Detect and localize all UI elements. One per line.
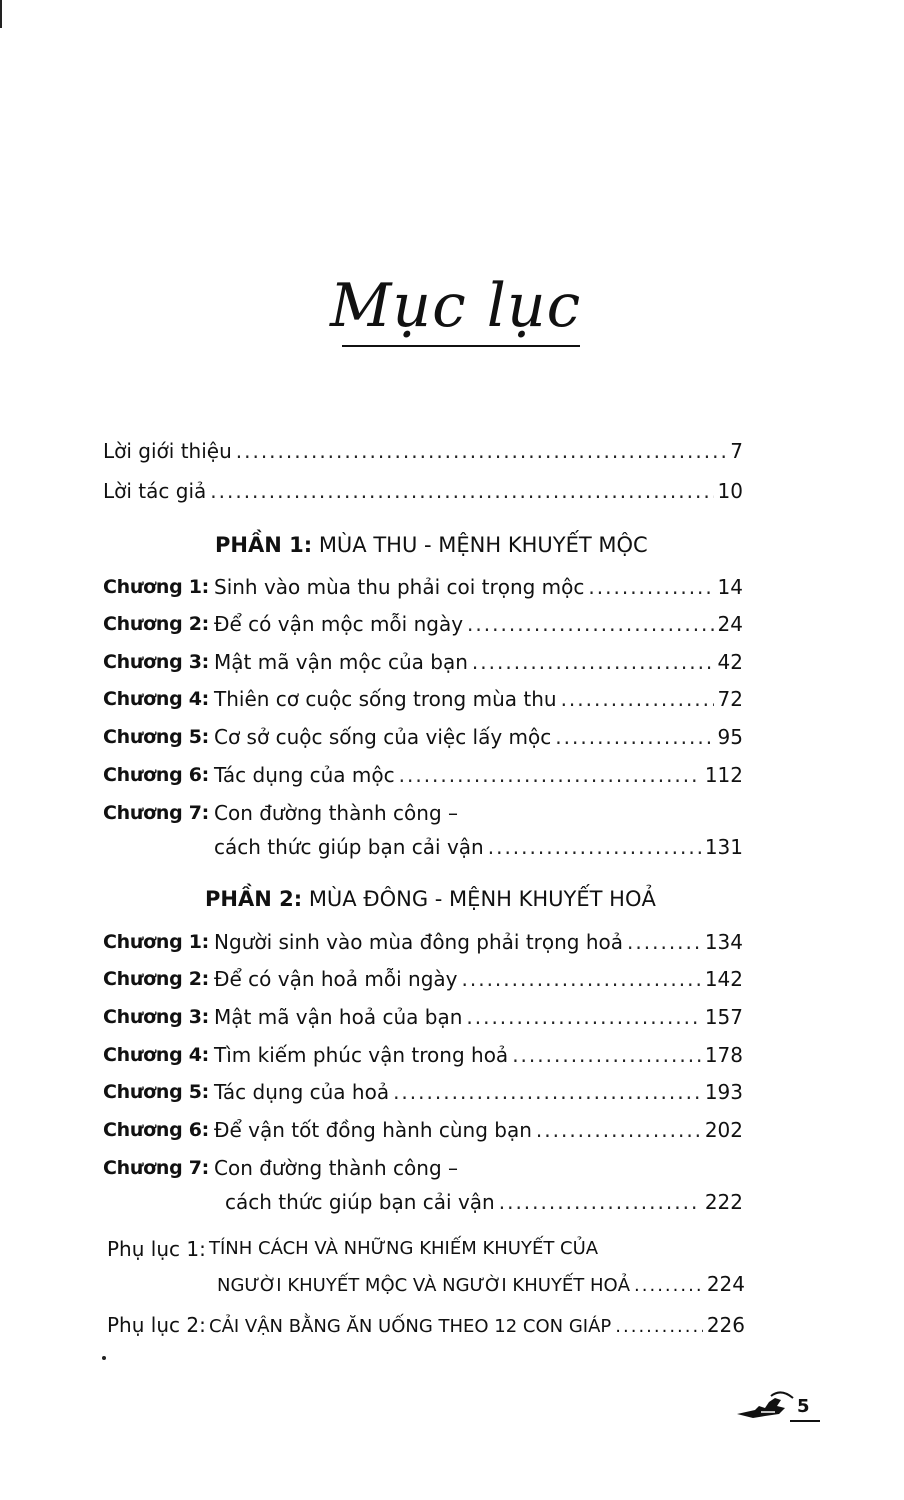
chapter-page: 134 [704,930,743,954]
part-label: PHẦN 1: [215,533,313,557]
chapter-label: Chương 2: [103,968,209,990]
chapter-label: Chương 6: [103,764,209,786]
chapter-page: 112 [704,763,743,787]
toc-title-block [330,268,590,358]
chapter-title: Thiên cơ cuộc sống trong mùa thu [214,687,557,711]
appendix-label: Phụ lục 2: [107,1313,206,1337]
chapter-entry-continued[interactable] [103,1187,743,1217]
chapter-page: 95 [717,725,743,749]
chapter-title: Tác dụng của mộc [214,763,395,787]
stray-mark [102,1356,106,1360]
chapter-entry[interactable] [103,1077,743,1107]
leader-dots [462,964,701,994]
appendix-entry[interactable] [107,1310,745,1340]
chapter-label: Chương 3: [103,1006,209,1028]
chapter-label: Chương 2: [103,613,209,635]
chapter-title: Tác dụng của hoả [214,1080,390,1104]
chapter-label: Chương 4: [103,1044,209,1066]
chapter-page: 72 [717,687,743,711]
leader-dots [555,722,713,752]
chapter-title: Để có vận mộc mỗi ngày [214,612,464,636]
chapter-label: Chương 3: [103,651,209,673]
leader-dots [499,1187,701,1217]
chapter-entry[interactable] [103,964,743,994]
leader-dots [634,1271,703,1301]
ornament-icon [735,1388,795,1424]
chapter-entry[interactable] [103,927,743,957]
chapter-title: Để vận tốt đồng hành cùng bạn [214,1118,532,1142]
chapter-page: 14 [717,575,743,599]
toc-entry-intro[interactable] [103,436,743,466]
chapter-label: Chương 4: [103,688,209,710]
chapter-title-line2: cách thức giúp bạn cải vận [214,835,484,859]
chapter-page: 142 [704,967,743,991]
appendix-title-line2: NGƯỜI KHUYẾT MỘC VÀ NGƯỜI KHUYẾT HOẢ [217,1275,631,1296]
chapter-title: Người sinh vào mùa đông phải trọng hoả [214,930,624,954]
leader-dots [627,927,701,957]
appendix-title: CẢI VẬN BẰNG ĂN UỐNG THEO 12 CON GIÁP [209,1316,612,1337]
chapter-page: 193 [704,1080,743,1104]
chapter-label: Chương 6: [103,1119,209,1141]
leader-dots [467,609,714,639]
chapter-title: Mật mã vận hoả của bạn [214,1005,463,1029]
page-number: 5 [797,1396,810,1417]
chapter-entry[interactable] [103,1040,743,1070]
part-title: MÙA THU - MỆNH KHUYẾT MỘC [318,533,648,557]
chapter-entry[interactable] [103,760,743,790]
chapter-page: 42 [717,650,743,674]
chapter-title: Để có vận hoả mỗi ngày [214,967,458,991]
chapter-entry[interactable] [103,1153,743,1183]
entry-page: 7 [730,439,743,463]
leader-dots [472,647,714,677]
entry-page: 10 [717,479,743,503]
chapter-title: Mật mã vận mộc của bạn [214,650,468,674]
chapter-entry[interactable] [103,684,743,714]
entry-text: Lời tác giả [103,479,207,503]
chapter-title: Con đường thành công – [214,801,459,825]
chapter-entry-continued[interactable] [103,832,743,862]
title-underline [342,345,580,347]
toc-entry-author[interactable] [103,476,743,506]
appendix-entry[interactable] [107,1234,745,1264]
appendix-title: TÍNH CÁCH VÀ NHỮNG KHIẾM KHUYẾT CỦA [209,1238,599,1259]
part-heading [215,528,648,562]
chapter-entry[interactable] [103,798,743,828]
chapter-label: Chương 1: [103,576,209,598]
leader-dots [536,1115,701,1145]
leader-dots [615,1312,703,1342]
chapter-page: 178 [704,1043,743,1067]
leader-dots [210,476,713,506]
leader-dots [393,1077,701,1107]
leader-dots [399,760,701,790]
page-footer [735,1388,825,1428]
chapter-label: Chương 7: [103,1157,209,1179]
appendix-page: 224 [706,1272,745,1296]
chapter-label: Chương 5: [103,726,209,748]
chapter-title: Con đường thành công – [214,1156,459,1180]
chapter-title: Sinh vào mùa thu phải coi trọng mộc [214,575,585,599]
leader-dots [588,572,713,602]
chapter-entry[interactable] [103,1115,743,1145]
chapter-page: 157 [704,1005,743,1029]
chapter-title-line2: cách thức giúp bạn cải vận [225,1190,495,1214]
page-title: Mục lục [330,271,582,341]
part-label: PHẦN 2: [205,887,303,911]
part-heading [205,882,656,916]
leader-dots [561,684,714,714]
appendix-page: 226 [706,1313,745,1337]
chapter-label: Chương 5: [103,1081,209,1103]
leader-dots [512,1040,701,1070]
chapter-page: 131 [704,835,743,859]
chapter-label: Chương 7: [103,802,209,824]
page-number-rule [790,1420,820,1422]
appendix-entry-continued[interactable] [107,1269,745,1299]
chapter-entry[interactable] [103,609,743,639]
chapter-entry[interactable] [103,722,743,752]
entry-text: Lời giới thiệu [103,439,232,463]
part-title: MÙA ĐÔNG - MỆNH KHUYẾT HOẢ [308,887,656,911]
chapter-page: 24 [717,612,743,636]
chapter-title: Cơ sở cuộc sống của việc lấy mộc [214,725,552,749]
chapter-label: Chương 1: [103,931,209,953]
leader-dots [236,436,727,466]
chapter-page: 202 [704,1118,743,1142]
appendix-label: Phụ lục 1: [107,1237,206,1261]
leader-dots [488,832,701,862]
chapter-title: Tìm kiếm phúc vận trong hoả [214,1043,509,1067]
chapter-page: 222 [704,1190,743,1214]
chapter-entry[interactable] [103,572,743,602]
chapter-entry[interactable] [103,1002,743,1032]
scan-edge-mark [0,0,2,28]
chapter-entry[interactable] [103,647,743,677]
leader-dots [466,1002,700,1032]
